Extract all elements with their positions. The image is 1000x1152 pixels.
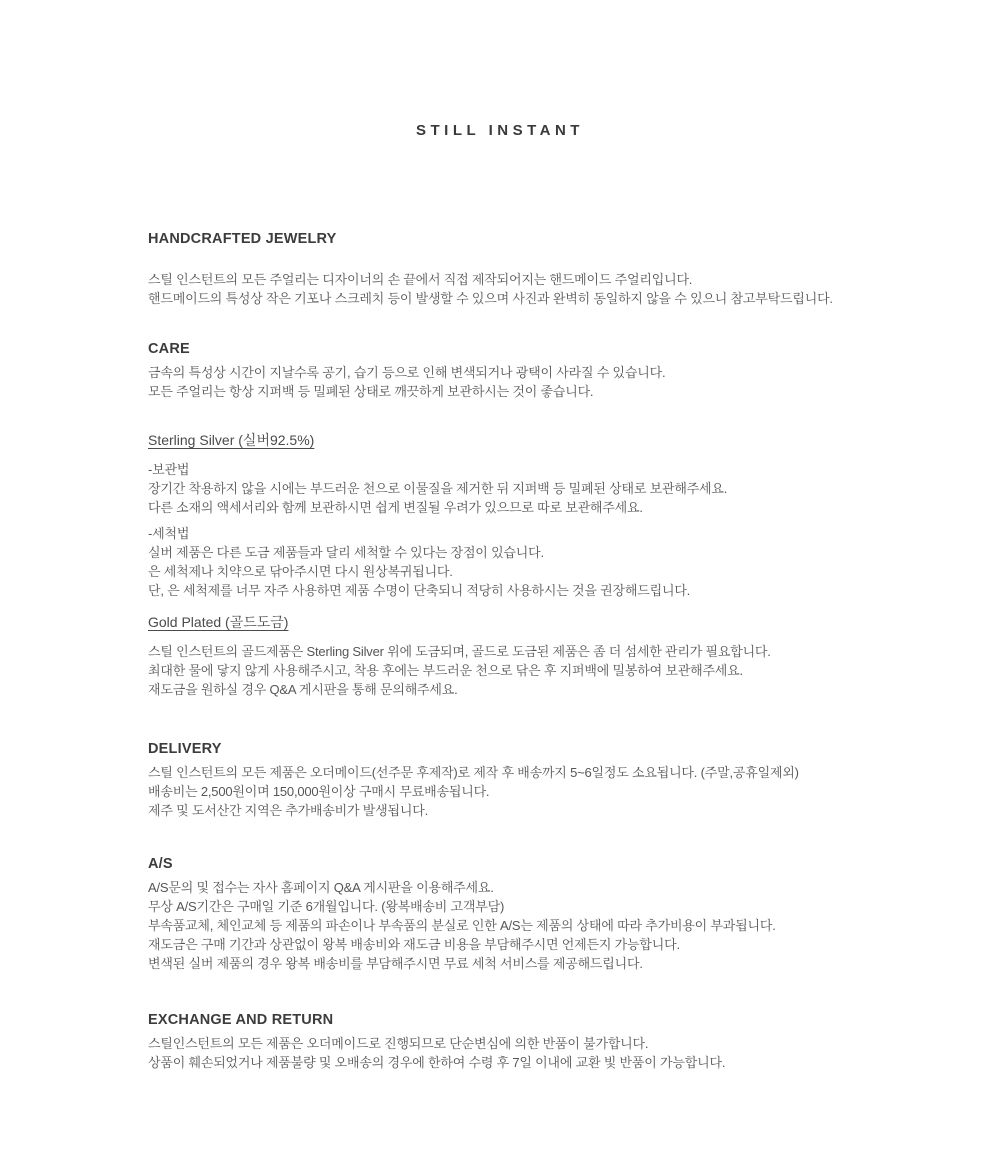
sterling-wash-line: 은 세척제나 치약으로 닦아주시면 다시 원상복귀됩니다.	[148, 564, 453, 579]
gold-text-line: 최대한 물에 닿지 않게 사용해주시고, 착용 후에는 부드러운 천으로 닦은 후 지퍼백에 밀봉하여 보관해주세요.	[148, 663, 743, 678]
exchange-text-line: 상품이 훼손되었거나 제품불량 및 오배송의 경우에 한하여 수령 후 7일 이내에 교환 빛 반품이 가능합니다.	[148, 1055, 726, 1070]
after-service-text-line: 재도금은 구매 기간과 상관없이 왕복 배송비와 재도금 비용을 부담해주시면 언제든지 가능합니다.	[148, 937, 680, 952]
care-text-line: 금속의 특성상 시간이 지날수록 공기, 습기 등으로 인해 변색되거나 광택이 사라질 수 있습니다.	[148, 365, 666, 380]
care-text-line: 모든 주얼리는 항상 지퍼백 등 밀폐된 상태로 깨끗하게 보관하시는 것이 좋습니다.	[148, 384, 594, 399]
sterling-silver-heading: Sterling Silver (실버92.5%)	[148, 432, 315, 448]
section-sterling-silver	[148, 432, 890, 600]
section-handcrafted-jewelry	[148, 231, 890, 308]
care-heading: CARE	[148, 341, 190, 357]
delivery-text-line: 배송비는 2,500원이며 150,000원이상 구매시 무료배송됩니다.	[148, 784, 490, 799]
sterling-storage-line: 장기간 착용하지 않을 시에는 부드러운 천으로 이물질을 제거한 뒤 지퍼백 등 밀폐된 상태로 보관해주세요.	[148, 481, 728, 496]
washing-method-label: -세척법	[148, 526, 190, 541]
delivery-heading: DELIVERY	[148, 741, 222, 757]
gold-text-line: 재도금을 원하실 경우 Q&A 게시판을 통해 문의해주세요.	[148, 682, 458, 697]
after-service-text-line: A/S문의 및 접수는 자사 홈페이지 Q&A 게시판을 이용해주세요.	[148, 880, 494, 895]
exchange-return-heading: EXCHANGE AND RETURN	[148, 1012, 334, 1028]
section-after-service	[148, 856, 890, 973]
exchange-text-line: 스틸인스턴트의 모든 제품은 오더메이드로 진행되므로 단순변심에 의한 반품이 불가합니다.	[148, 1036, 649, 1051]
after-service-text-line: 무상 A/S기간은 구매일 기준 6개월입니다. (왕복배송비 고객부담)	[148, 899, 505, 914]
sterling-storage-line: 다른 소재의 액세서리와 함께 보관하시면 쉽게 변질될 우려가 있으므로 따로 보관해주세요.	[148, 500, 643, 515]
brand-title: STILL INSTANT	[416, 122, 584, 139]
section-gold-plated	[148, 614, 890, 699]
section-care	[148, 341, 890, 401]
sterling-wash-line: 실버 제품은 다른 도금 제품들과 달리 세척할 수 있다는 장점이 있습니다.	[148, 545, 544, 560]
section-delivery	[148, 741, 890, 820]
handcrafted-text-line: 스틸 인스턴트의 모든 주얼리는 디자이너의 손 끝에서 직접 제작되어지는 핸드메이드 주얼리입니다.	[148, 272, 693, 287]
handcrafted-text-line: 핸드메이드의 특성상 작은 기포나 스크레치 등이 발생할 수 있으며 사진과 완벽히 동일하지 않을 수 있으니 참고부탁드립니다.	[148, 291, 833, 306]
after-service-text-line: 변색된 실버 제품의 경우 왕복 배송비를 부담해주시면 무료 세척 서비스를 제공해드립니다.	[148, 956, 643, 971]
gold-text-line: 스틸 인스턴트의 골드제품은 Sterling Silver 위에 도금되며, 골드로 도금된 제품은 좀 더 섬세한 관리가 필요합니다.	[148, 644, 771, 659]
after-service-text-line: 부속품교체, 체인교체 등 제품의 파손이나 부속품의 분실로 인한 A/S는 제품의 상태에 따라 추가비용이 부과됩니다.	[148, 918, 776, 933]
sterling-wash-line: 단, 은 세척제를 너무 자주 사용하면 제품 수명이 단축되니 적당히 사용하시는 것을 권장해드립니다.	[148, 583, 691, 598]
delivery-text-line: 제주 및 도서산간 지역은 추가배송비가 발생됩니다.	[148, 803, 428, 818]
after-service-heading: A/S	[148, 856, 173, 872]
content-area	[148, 231, 890, 1072]
gold-plated-heading: Gold Plated (골드도금)	[148, 614, 289, 630]
delivery-text-line: 스틸 인스턴트의 모든 제품은 오더메이드(선주문 후제작)로 제작 후 배송까지 5~6일정도 소요됩니다. (주말,공휴일제외)	[148, 765, 799, 780]
section-exchange-return	[148, 1012, 890, 1072]
handcrafted-heading: HANDCRAFTED JEWELRY	[148, 231, 337, 247]
storage-method-label: -보관법	[148, 462, 190, 477]
